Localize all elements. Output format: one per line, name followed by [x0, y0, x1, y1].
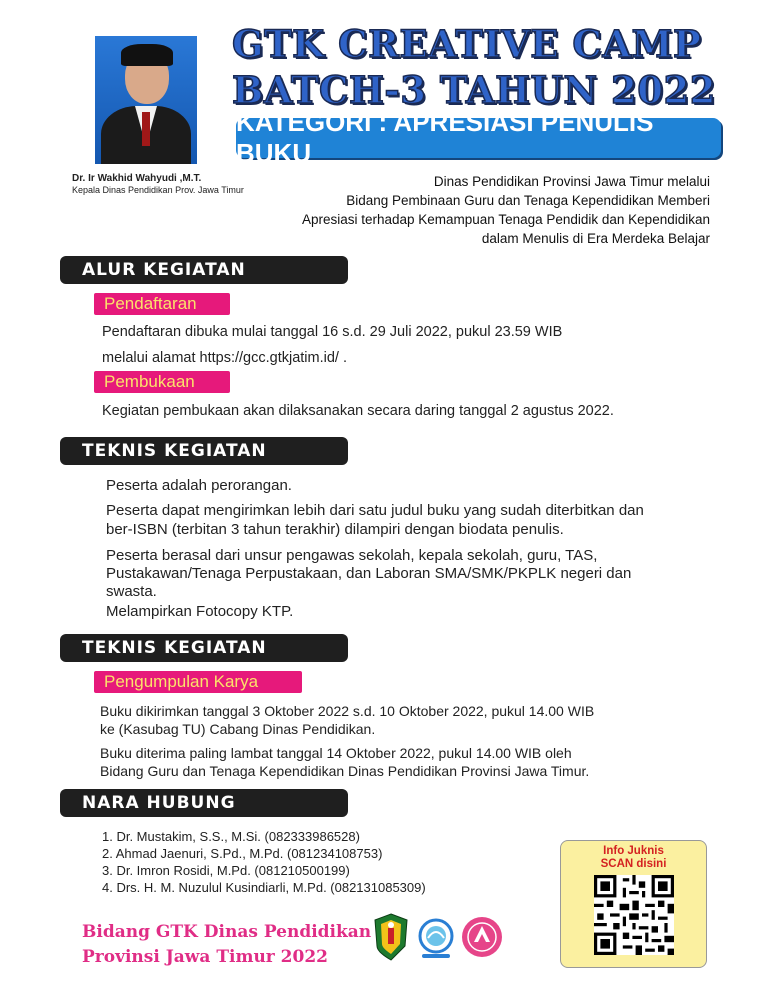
- teknis2-p2-line1: Buku diterima paling lambat tanggal 14 Oktober 2022, pukul 14.00 WIB oleh: [100, 745, 572, 761]
- teknis1-p3-line1: Peserta berasal dari unsur pengawas sekolah, kepala sekolah, guru, TAS,: [106, 547, 598, 564]
- section-teknis-kegiatan-1: TEKNIS KEGIATAN: [60, 437, 348, 465]
- footer-line-1: Bidang GTK Dinas Pendidikan: [82, 922, 372, 942]
- contact-item: 3. Dr. Imron Rosidi, M.Pd. (081210500199): [102, 863, 350, 878]
- teknis1-p1: Peserta adalah perorangan.: [106, 477, 292, 494]
- title-line-2: BATCH-3 TAHUN 2022: [232, 68, 717, 112]
- title-line-1: GTK CREATIVE CAMP: [232, 22, 702, 66]
- pendaftaran-line-1: Pendaftaran dibuka mulai tanggal 16 s.d. 29 Juli 2022, pukul 23.59 WIB: [102, 324, 563, 340]
- contact-list: [102, 828, 426, 896]
- contact-item: 4. Drs. H. M. Nuzulul Kusindiarli, M.Pd. (082131085309): [102, 880, 426, 895]
- label-pembukaan: Pembukaan: [94, 371, 230, 393]
- portrait-photo: [95, 36, 197, 164]
- intro-line: Bidang Pembinaan Guru dan Tenaga Kependidikan Memberi: [346, 193, 710, 208]
- jatim-emblem-logo: [372, 912, 410, 962]
- qr-label-line-2: SCAN disini: [600, 858, 667, 870]
- intro-line: dalam Menulis di Era Merdeka Belajar: [481, 231, 710, 246]
- teknis1-p4: Melampirkan Fotocopy KTP.: [106, 603, 294, 620]
- label-pendaftaran: Pendaftaran: [94, 293, 230, 315]
- teknis1-p3-line3: swasta.: [106, 583, 157, 600]
- person-title: Kepala Dinas Pendidikan Prov. Jawa Timur: [72, 185, 244, 195]
- gtk-ring-logo: [416, 916, 456, 960]
- pendaftaran-line-2: melalui alamat https://gcc.gtkjatim.id/ .: [102, 350, 347, 366]
- section-nara-hubung: NARA HUBUNG: [60, 789, 348, 817]
- teknis1-p2-line2: ber-ISBN (terbitan 3 tahun terakhir) dilampiri dengan biodata penulis.: [106, 521, 564, 538]
- creative-camp-logo: [460, 914, 504, 960]
- teknis2-p1-line1: Buku dikirimkan tanggal 3 Oktober 2022 s.d. 10 Oktober 2022, pukul 14.00 WIB: [100, 703, 595, 719]
- intro-line: Apresiasi terhadap Kemampuan Tenaga Pendidik dan Kependidikan: [301, 212, 710, 227]
- kategori-banner: KATEGORI : APRESIASI PENULIS BUKU: [236, 118, 721, 158]
- qr-info-box: [560, 840, 707, 968]
- label-pengumpulan-karya: Pengumpulan Karya: [94, 671, 302, 693]
- qr-label-line-1: Info Juknis: [603, 845, 664, 857]
- section-alur-kegiatan: ALUR KEGIATAN: [60, 256, 348, 284]
- teknis2-p1-line2: ke (Kasubag TU) Cabang Dinas Pendidikan.: [100, 721, 376, 737]
- footer-line-2: Provinsi Jawa Timur 2022: [82, 947, 328, 967]
- contact-item: 2. Ahmad Jaenuri, S.Pd., M.Pd. (081234108753): [102, 846, 383, 861]
- contact-item: 1. Dr. Mustakim, S.S., M.Si. (082333986528): [102, 829, 360, 844]
- teknis2-p2-line2: Bidang Guru dan Tenaga Kependidikan Dinas Pendidikan Provinsi Jawa Timur.: [100, 763, 590, 779]
- intro-line: Dinas Pendidikan Provinsi Jawa Timur melalui: [433, 174, 710, 189]
- person-name: Dr. Ir Wakhid Wahyudi ,M.T.: [72, 173, 202, 184]
- pembukaan-line-1: Kegiatan pembukaan akan dilaksanakan secara daring tanggal 2 agustus 2022.: [102, 403, 614, 419]
- section-teknis-kegiatan-2: TEKNIS KEGIATAN: [60, 634, 348, 662]
- intro-text: [250, 172, 710, 248]
- qr-code-icon[interactable]: [594, 875, 674, 955]
- teknis1-p3-line2: Pustakawan/Tenaga Perpustakaan, dan Laboran SMA/SMK/PKPLK negeri dan: [106, 565, 632, 582]
- teknis1-p2-line1: Peserta dapat mengirimkan lebih dari satu judul buku yang sudah diterbitkan dan: [106, 502, 644, 519]
